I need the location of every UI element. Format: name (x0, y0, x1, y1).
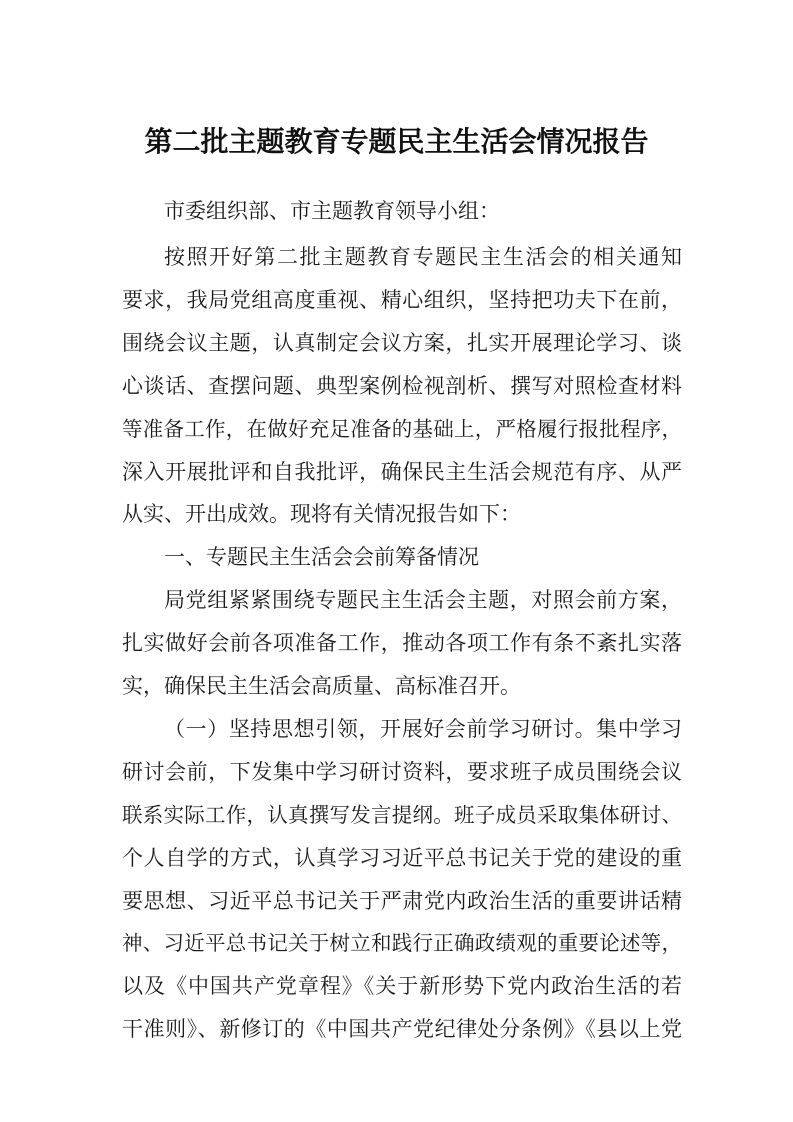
salutation-line: 市委组织部、市主题教育领导小组： (164, 199, 500, 223)
body-line: 心谈话、查摆问题、典型案例检视剖析、撰写对照检查材料 (122, 374, 682, 398)
body-line: 要思想、习近平总书记关于严肃党内政治生活的重要讲话精 (122, 889, 682, 913)
body-line: 围绕会议主题，认真制定会议方案，扎实开展理论学习、谈 (122, 331, 682, 355)
body-line: 要求，我局党组高度重视、精心组织，坚持把功夫下在前， (122, 288, 682, 312)
body-line: 深入开展批评和自我批评，确保民主生活会规范有序、从严 (122, 460, 682, 484)
section-heading: 一、专题民主生活会会前筹备情况 (164, 545, 479, 569)
body-line: 按照开好第二批主题教育专题民主生活会的相关通知 (164, 245, 682, 269)
body-line: 干准则》、新修订的《中国共产党纪律处分条例》《县以上党 (122, 1017, 682, 1041)
body-line: 研讨会前，下发集中学习研讨资料，要求班子成员围绕会议 (122, 760, 682, 784)
body-line: 以及《中国共产党章程》《关于新形势下党内政治生活的若 (122, 974, 682, 998)
body-line: 局党组紧紧围绕专题民主生活会主题，对照会前方案， (164, 588, 682, 612)
body-line: 实，确保民主生活会高质量、高标准召开。 (122, 674, 521, 698)
body-line: 扎实做好会前各项准备工作，推动各项工作有条不紊扎实落 (122, 631, 682, 655)
body-line: 神、习近平总书记关于树立和践行正确政绩观的重要论述等， (122, 931, 682, 955)
body-line: 等准备工作，在做好充足准备的基础上，严格履行报批程序， (122, 417, 682, 441)
document-title: 第二批主题教育专题民主生活会情况报告 (144, 125, 649, 158)
body-line: 从实、开出成效。现将有关情况报告如下： (122, 502, 521, 526)
body-line: 个人自学的方式，认真学习习近平总书记关于党的建设的重 (122, 846, 682, 870)
body-line: （一）坚持思想引领，开展好会前学习研讨。集中学习 (164, 717, 682, 741)
body-line: 联系实际工作，认真撰写发言提纲。班子成员采取集体研讨、 (122, 803, 682, 827)
